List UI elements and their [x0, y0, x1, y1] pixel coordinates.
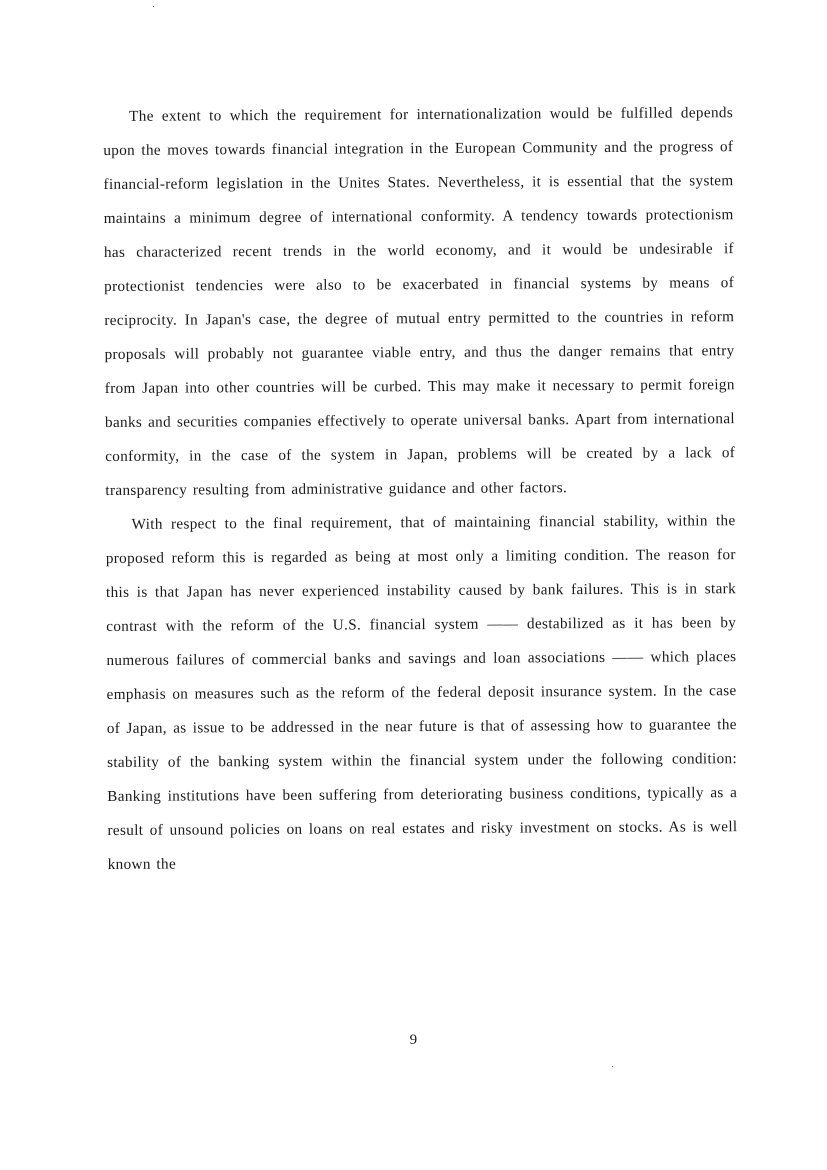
- scan-speck: [612, 1066, 613, 1067]
- scan-speck: [153, 6, 154, 7]
- paragraph-internationalization: The extent to which the requirement for internationalization would be fulfilled depends upon the moves towards financial integration in the European Community and the progress of financial-reform legislation in the Unites States. Nevertheless, it is essential that the system maintains a minimum degree of international conformity. A tendency towards protectionism has characterized recent trends in the world economy, and it would be undesirable if protectionist tendencies were also to be exacerbated in financial systems by means of reciprocity. In Japan's case, the degree of mutual entry permitted to the countries in reform proposals will probably not guarantee viable entry, and thus the danger remains that entry from Japan into other countries will be curbed. This may make it necessary to permit foreign banks and securities companies effectively to operate universal banks. Apart from international conformity, in the case of the system in Japan, problems will be created by a lack of transparency resulting from administrative guidance and other factors.: [103, 104, 736, 499]
- paragraph-financial-stability: With respect to the final requirement, that of maintaining financial stability, within the proposed reform this is regarded as being at most only a limiting condition. The reason for this is that Japan has never experienced instability caused by bank failures. This is in stark contrast with the reform of the U.S. financial system —— destabilized as it has been by numerous failures of commercial banks and savings and loan associations —— which places emphasis on measures such as the reform of the federal deposit insurance system. In the case of Japan, as issue to be addressed in the near future is that of assessing how to guarantee the stability of the banking system within the financial system under the following condition: Banking institutions have been suffering from deteriorating business conditions, typically as a result of unsound policies on loans on real estates and risky investment on stocks. As is well known the: [105, 512, 738, 873]
- body-text: [103, 96, 738, 882]
- page-number: 9: [409, 1032, 418, 1048]
